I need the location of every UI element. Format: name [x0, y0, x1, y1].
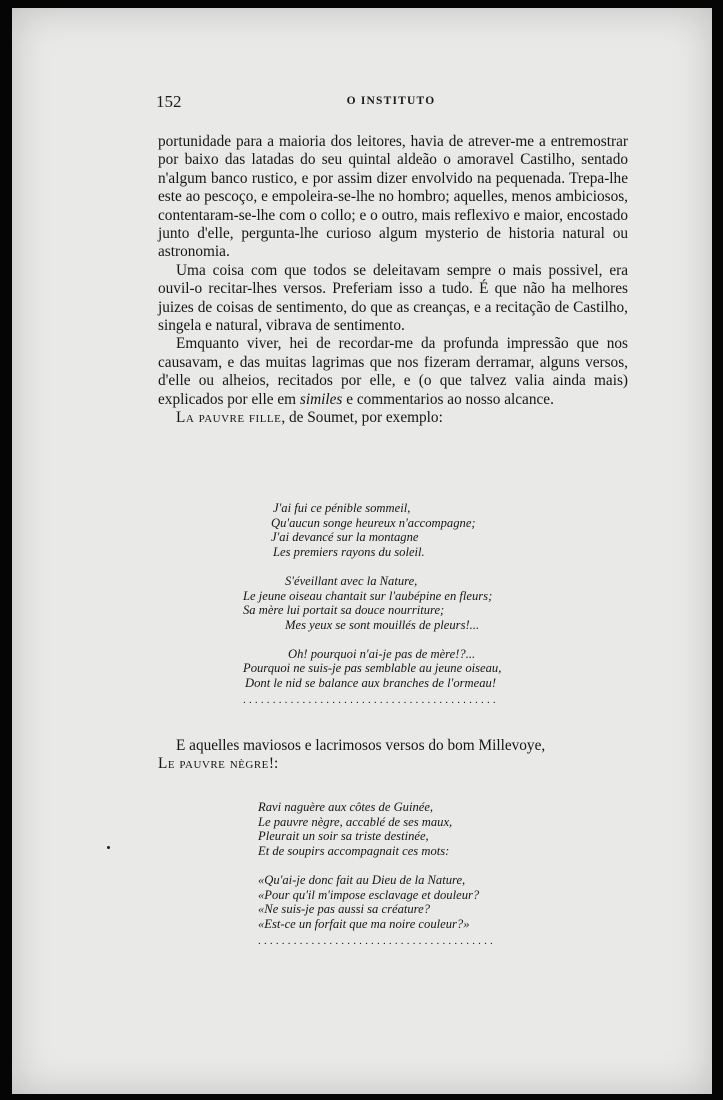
- paragraph-4-text: , de Soumet, por exemplo:: [281, 409, 443, 427]
- paragraph-2: Uma coisa com que todos se deleitavam sempre o mais possivel, era ouvil-o recitar-lhes versos. Preferiam isso a tudo. É que não ha melhores juizes de coisas de sentimento, do que as creanças, e a recitação de Castilho, singela e natural, vibrava de sentimento.: [158, 261, 628, 335]
- verse-line: «Qu'ai-je donc fait au Dieu de la Nature,: [258, 872, 466, 887]
- verse-line: S'éveillant avec la Nature,: [285, 573, 418, 588]
- poem-title-la-pauvre-fille: La pauvre fille: [176, 409, 282, 427]
- paragraph-5-text: E aquelles maviosos e lacrimosos versos do bom Millevoye,: [176, 737, 546, 754]
- verse-line: Le jeune oiseau chantait sur l'aubépine en fleurs;: [243, 588, 493, 603]
- verse-line: «Pour qu'il m'impose esclavage et douleur?: [258, 887, 480, 902]
- verse-line: Oh! pourquoi n'ai-je pas de mère!?...: [288, 646, 476, 661]
- paper-speck: [107, 846, 110, 849]
- verse-line: J'ai devancé sur la montagne: [271, 530, 419, 545]
- paragraph-3: [158, 335, 628, 409]
- verse-line: Le pauvre nègre, accablé de ses maux,: [258, 814, 453, 829]
- verse-line: Les premiers rayons du soleil.: [273, 545, 425, 560]
- poem-title-le-pauvre-negre: Le pauvre nègre: [158, 755, 269, 773]
- paragraph-4: [158, 409, 628, 427]
- poem-la-pauvre-fille: [243, 501, 545, 707]
- verse-line: Sa mère lui portait sa douce nourriture;: [243, 603, 445, 618]
- poem-le-pauvre-negre: [258, 800, 530, 948]
- page-header: [156, 92, 626, 112]
- ellipsis-line: ........................................: [258, 934, 496, 947]
- verse-line: Qu'aucun songe heureux n'accompagne;: [271, 515, 476, 530]
- paragraph-3-text-end: e commentarios ao nosso alcance.: [342, 390, 554, 408]
- verse-line: Pourquoi ne suis-je pas semblable au jeune oiseau,: [243, 661, 502, 676]
- verse-line: Pleurait un soir sa triste destinée,: [258, 829, 429, 844]
- body-text-2: [158, 737, 628, 774]
- body-text: [158, 133, 628, 428]
- emphasis-similes: similes: [299, 390, 343, 408]
- ellipsis-line: ...........................................: [243, 693, 499, 706]
- paragraph-1: portunidade para a maioria dos leitores, havia de atrever-me a entremostrar por baixo das latadas do seu quintal aldeão o amoravel Castilho, sentado n'algum banco rustico, e por assim dizer envolvido na pequenada. Trepa-lhe este ao pescoço, e empoleira-se-lhe no hombro; aquelles, menos ambiciosos, contentaram-se-lhe com o collo; e o outro, mais reflexivo e maior, encostado junto d'elle, pergunta-lhe curioso algum mysterio de historia natural ou astronomia.: [158, 133, 628, 261]
- verse-line: J'ai fui ce pénible sommeil,: [273, 501, 411, 515]
- verse-line: «Ne suis-je pas aussi sa créature?: [258, 902, 430, 917]
- running-title: O INSTITUTO: [346, 95, 436, 107]
- paragraph-5-text-end: !:: [268, 755, 279, 773]
- verse-line: Ravi naguère aux côtes de Guinée,: [258, 800, 434, 814]
- page-number: 152: [156, 92, 182, 111]
- paragraph-5: [158, 737, 628, 774]
- verse-line: Dont le nid se balance aux branches de l'ormeau!: [245, 676, 497, 691]
- verse-line: Mes yeux se sont mouillés de pleurs!...: [285, 617, 480, 632]
- verse-line: Et de soupirs accompagnait ces mots:: [258, 844, 450, 859]
- paragraph-3-text: Emquanto viver, hei de recordar-me da profunda impressão que nos causavam, e das muitas lagrimas que nos fizeram derramar, alguns versos, d'elle ou alheios, recitados por elle, e (o que talvez valia ainda mais) explicados por elle em: [158, 335, 628, 408]
- verse-line: «Est-ce un forfait que ma noire couleur?»: [258, 916, 470, 931]
